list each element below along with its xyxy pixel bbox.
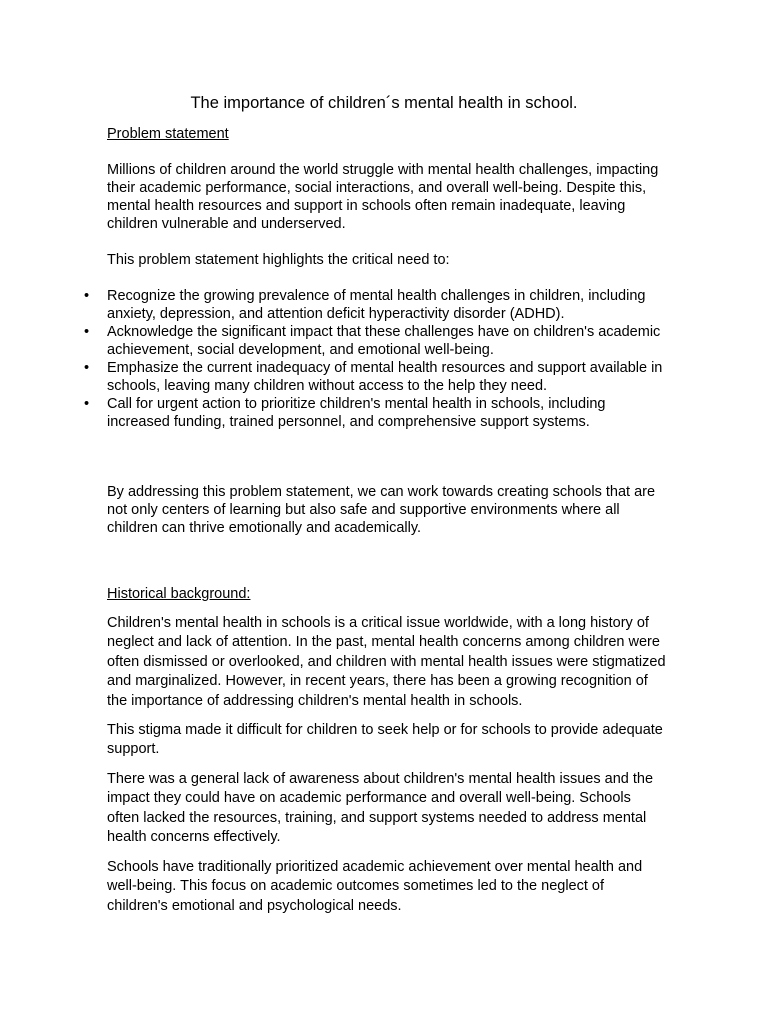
bullet-icon: • — [84, 324, 90, 340]
bullet-icon: • — [84, 288, 90, 304]
needs-bullet-list — [84, 287, 667, 431]
history-paragraph-2: This stigma made it difficult for children to seek help or for schools to provide adequate support. — [107, 722, 663, 758]
history-paragraph-3: There was a general lack of awareness about children's mental health issues and the impact they could have on academic performance and overall well-being. Schools often lacked the resources, training, and support systems needed to address mental health concerns effectively. — [107, 771, 654, 846]
bullet-icon: • — [84, 396, 90, 412]
list-item — [84, 359, 667, 395]
problem-paragraph-3: By addressing this problem statement, we can work towards creating schools that are not only centers of learning but also safe and supportive environments where all children can thrive emotionally and academically. — [107, 484, 656, 536]
list-item-text: Acknowledge the significant impact that these challenges have on children's academic achievement, social development, and emotional well-being. — [107, 324, 661, 358]
list-item-text: Call for urgent action to prioritize children's mental health in schools, including increased funding, trained personnel, and comprehensive support systems. — [107, 396, 606, 430]
list-item — [84, 323, 667, 359]
history-paragraph-1: Children's mental health in schools is a critical issue worldwide, with a long history of neglect and lack of attention. In the past, mental health concerns among children were often dismissed or overlooked, and children with mental health issues were stigmatized and marginalized. However, in recent years, there has been a growing recognition of the importance of addressing children's mental health in schools. — [107, 615, 666, 709]
document-title: The importance of children´s mental health in school. — [190, 94, 578, 112]
historical-background-heading: Historical background: — [107, 586, 251, 602]
history-paragraph-4: Schools have traditionally prioritized academic achievement over mental health and well-being. This focus on academic outcomes sometimes led to the neglect of children's emotional and psychological needs. — [107, 859, 643, 914]
problem-statement-heading: Problem statement — [107, 126, 229, 142]
list-item-text: Emphasize the current inadequacy of mental health resources and support available in schools, leaving many children without access to the help they need. — [107, 360, 663, 394]
list-item-text: Recognize the growing prevalence of mental health challenges in children, including anxiety, depression, and attention deficit hyperactivity disorder (ADHD). — [107, 288, 646, 322]
bullet-icon: • — [84, 360, 90, 376]
problem-paragraph-2: This problem statement highlights the critical need to: — [107, 252, 450, 268]
list-item — [84, 395, 667, 431]
list-item — [84, 287, 667, 323]
problem-paragraph-1: Millions of children around the world struggle with mental health challenges, impacting their academic performance, social interactions, and overall well-being. Despite this, mental health resources and support in schools often remain inadequate, leaving children vulnerable and underserved. — [107, 162, 659, 232]
